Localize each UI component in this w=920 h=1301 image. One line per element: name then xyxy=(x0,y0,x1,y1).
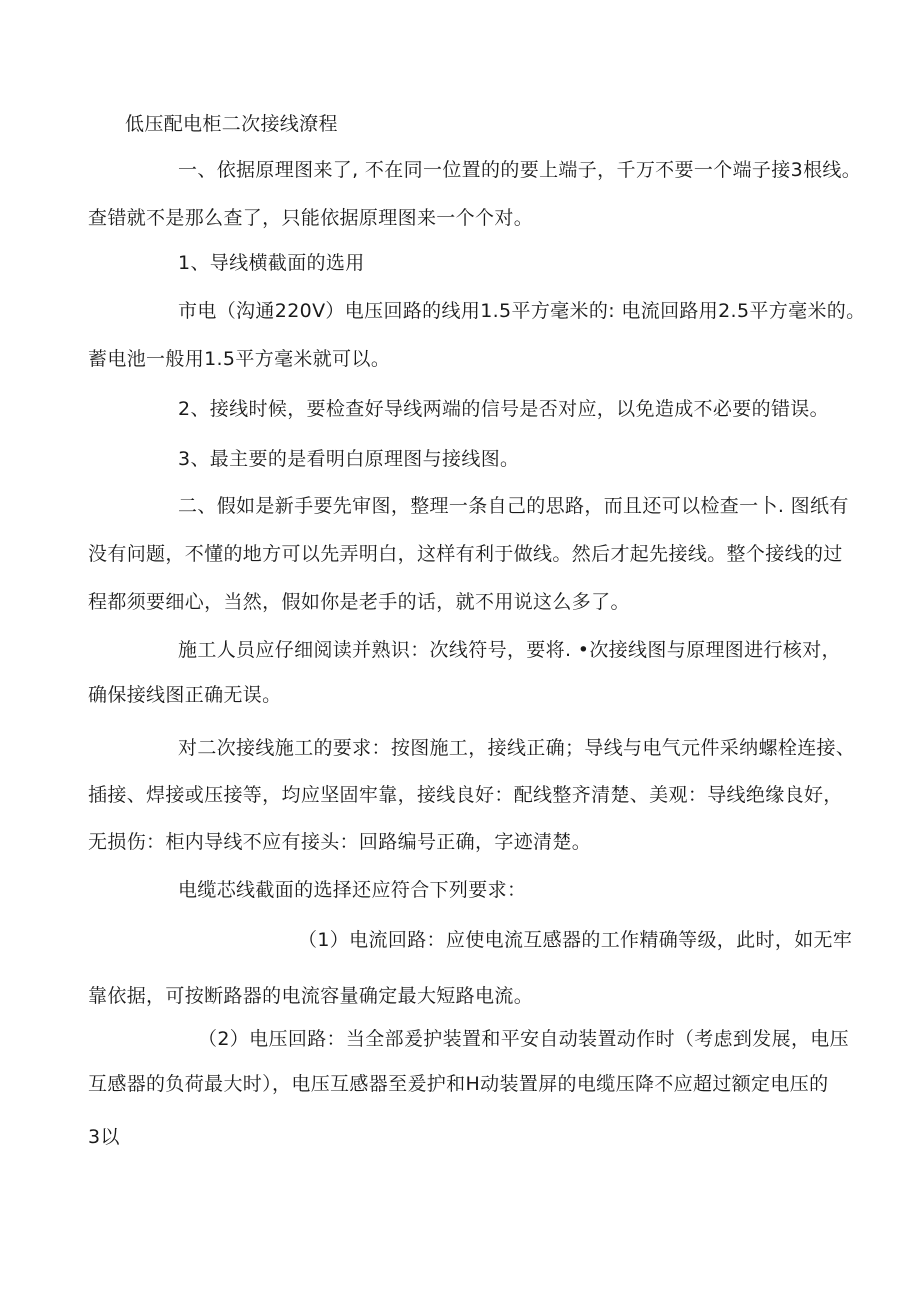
paragraph-line: 确保接线图正确无误。 xyxy=(88,684,282,706)
paragraph-line: 没有问题，不懂的地方可以先弄明白，这样有利于做线。然后才起先接线。整个接线的过 xyxy=(88,543,843,565)
paragraph-line: 市电（沟通220V）电压回路的线用1.5平方毫米的: 电流回路用2.5平方毫米的。 xyxy=(178,300,866,322)
paragraph-line: 蓄电池一般用1.5平方毫米就可以。 xyxy=(88,348,391,370)
section-heading: 3、最主要的是看明白原理图与接线图。 xyxy=(178,448,520,470)
paragraph-line: 二、假如是新手要先审图，整理一条自己的思路，而且还可以检查一卜. 图纸有 xyxy=(178,495,849,517)
paragraph-line: 施工人员应仔细阅读并熟识：次线符号，要将. •次接线图与原理图进行核对， xyxy=(178,639,841,661)
section-heading: 2、接线时候，要检查好导线两端的信号是否对应，以免造成不必要的错误。 xyxy=(178,398,829,420)
list-item: （2）电压回路：当全部爰护装置和平安自动装置动作时（考虑到发展，电压 xyxy=(198,1028,849,1050)
paragraph-line: 互感器的负荷最大时），电压互感器至爰护和H动装置屏的电缆压降不应超过额定电压的 xyxy=(88,1073,829,1095)
paragraph-line: 3以 xyxy=(88,1126,120,1148)
document-title: 低压配电柜二次接线潦程 xyxy=(125,113,338,135)
paragraph-line: 查错就不是那么查了，只能依据原理图来一个个对。 xyxy=(88,207,534,229)
paragraph-line: 无损伤：柜内导线不应有接头：回路编号正确，字迹清楚。 xyxy=(88,831,592,853)
paragraph-line: 程都须要细心，当然，假如你是老手的话，就不用说这么多了。 xyxy=(88,591,630,613)
paragraph-line: 对二次接线施工的要求：按图施工，接线正确；导线与电气元件采纳螺栓连接、 xyxy=(178,737,856,759)
paragraph-line: 插接、焊接或压接等，均应坚固牢靠，接线良好：配线整齐清楚、美观：导线绝缘良好， xyxy=(88,784,843,806)
list-item: （1）电流回路：应使电流互感器的工作精确等级，此时，如无牢 xyxy=(298,929,853,951)
paragraph-line: 一、依据原理图来了, 不在同一位置的的要上端子，千万不要一个端子接3根线。 xyxy=(178,159,862,181)
paragraph-line: 靠依据，可按断路器的电流容量确定最大短路电流。 xyxy=(88,985,534,1007)
section-heading: 1、导线横截面的选用 xyxy=(178,252,365,274)
paragraph-line: 电缆芯线截面的选择还应符合下列要求： xyxy=(178,879,527,901)
